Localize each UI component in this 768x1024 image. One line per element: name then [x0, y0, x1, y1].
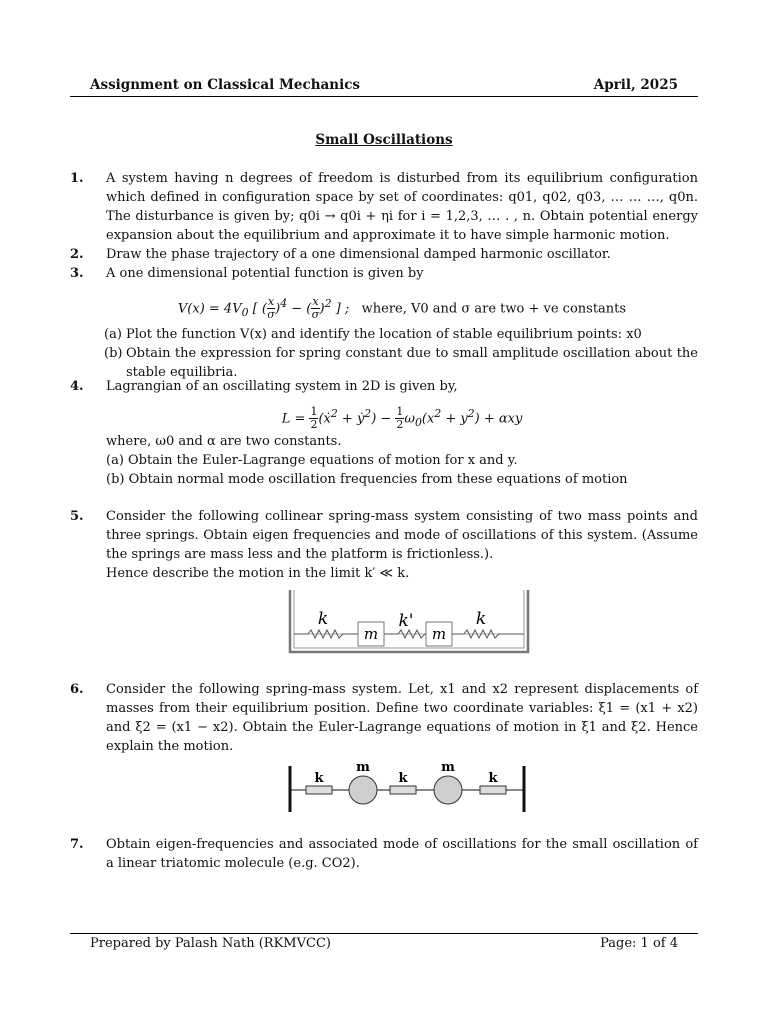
spring-1-label: k — [317, 609, 329, 629]
spring-2-label: k — [398, 771, 408, 786]
subquestion-b: (b) Obtain the expression for spring constant due to small amplitude oscillation about the stable equilibria. — [104, 346, 698, 380]
question-text: A system having n degrees of freedom is disturbed from its equilibrium configuration which defined in configuration space by set of coordinates: q01, q02, q03, … … …, q0n. The disturbance is given by; q0i → q0i + ηi for i = 1,2,3, … . , n. Obtain potential energy expansion about the equilibrium and approximate it to have simple harmonic motion. — [106, 171, 698, 243]
header-date: April, 2025 — [593, 77, 678, 93]
question-number: 4. — [70, 379, 84, 394]
question-text: Consider the following spring-mass system. Let, x1 and x2 represent displacements of masses from their equilibrium position. Define two coordinate variables: ξ1 = (x1 + x2) and ξ2 = (x1 − x2). Obtain the Euler-Lagrange equations of motion in ξ1 and ξ2. Hence explain the motion. — [106, 682, 698, 754]
footer-page-number: Page: 1 of 4 — [600, 936, 678, 951]
question-text-limit: Hence describe the motion in the limit k′ ≪ k. — [106, 566, 410, 581]
mass-1-label: m — [356, 760, 370, 775]
question-4 — [70, 377, 698, 489]
spring-1 — [306, 786, 332, 794]
question-7 — [70, 835, 698, 873]
mass-1 — [349, 776, 377, 804]
spring-mass-figure-1 — [288, 588, 530, 658]
question-5 — [70, 507, 698, 583]
question-number: 6. — [70, 682, 84, 697]
question-text: Lagrangian of an oscillating system in 2D is given by, — [106, 379, 458, 394]
question-number: 5. — [70, 509, 84, 524]
section-title: Small Oscillations — [315, 132, 453, 148]
question-3 — [70, 264, 698, 382]
subquestion-a: (a) Obtain the Euler-Lagrange equations of motion for x and y. — [106, 453, 518, 468]
question-number: 7. — [70, 837, 84, 852]
spring-mass-figure-2 — [286, 758, 530, 816]
question-number: 3. — [70, 266, 84, 281]
page-header — [70, 76, 698, 97]
spring-3-label: k — [488, 771, 498, 786]
potential-equation: $V(x) = 4V_0$ [ ( $\frac{x}{\sigma}$ )$^4$ − ( $\frac{x}{\sigma}$ )$^2$ ] ; where, V0 and σ are two + ve constants — [177, 295, 627, 322]
question-number: 1. — [70, 171, 84, 186]
header-title: Assignment on Classical Mechanics — [90, 77, 361, 93]
spring-3-label: k — [475, 609, 487, 629]
question-2 — [70, 245, 698, 264]
page-footer — [70, 933, 698, 954]
question-number: 2. — [70, 247, 84, 262]
question-1 — [70, 169, 698, 245]
mass-2-label: m — [441, 760, 455, 775]
question-text: A one dimensional potential function is given by — [106, 266, 424, 281]
mass-2 — [434, 776, 462, 804]
question-6 — [70, 680, 698, 756]
equation-note: where, V0 and σ are two + ve constants — [361, 301, 627, 317]
spring-3 — [480, 786, 506, 794]
question-text: Consider the following collinear spring-mass system consisting of two mass points and three springs. Obtain eigen frequencies and mode of oscillations of this system. (Assume the springs are mass less and the platform is frictionless.). — [106, 509, 698, 562]
spring-2 — [390, 786, 416, 794]
mass-1-label: m — [363, 625, 379, 643]
footer-author: Prepared by Palash Nath (RKMVCC) — [90, 936, 331, 951]
subquestion-b: (b) Obtain normal mode oscillation frequencies from these equations of motion — [106, 472, 628, 487]
subquestion-a: (a) Plot the function V(x) and identify the location of stable equilibrium points: x0 — [104, 327, 642, 342]
mass-2-label: m — [431, 625, 447, 643]
spring-1-label: k — [314, 771, 324, 786]
constants-note: where, ω0 and α are two constants. — [106, 434, 342, 449]
question-text: Obtain eigen-frequencies and associated mode of oscillations for the small oscillation of a linear triatomic molecule (e.g. CO2). — [106, 837, 698, 871]
spring-2-label: k' — [398, 611, 414, 631]
lagrangian-equation: L = $\frac{1}{2}$ (ẋ$^2$ + ẏ$^2$) − $\frac{1}{2}$ $\omega_0(x^2 + y^2) + \alpha xy$ — [281, 405, 523, 432]
question-text: Draw the phase trajectory of a one dimensional damped harmonic oscillator. — [106, 247, 611, 262]
